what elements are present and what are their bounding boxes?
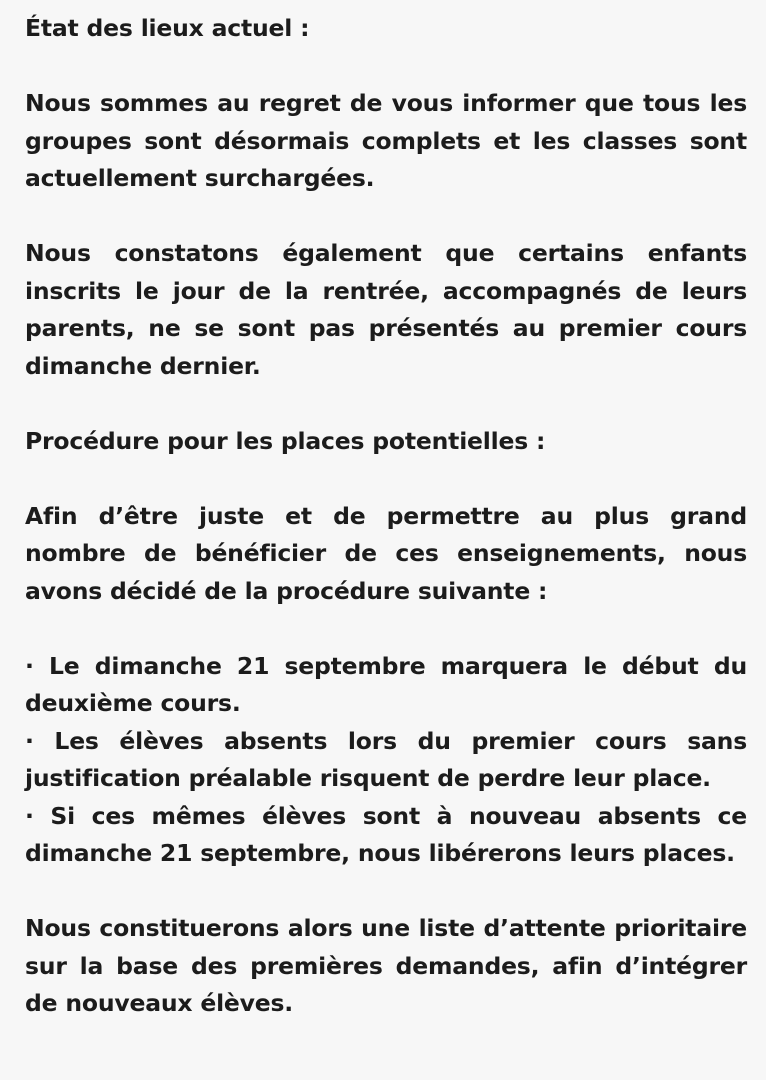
heading-procedure: Procédure pour les places potentielles : — [25, 426, 546, 455]
paragraph-absent-children: Nous constatons également que certains enfants inscrits le jour de la rentrée, accompagnés de leurs parents, ne se sont pas présentés au premier cours dimanche dernier. — [25, 239, 747, 380]
bullet-item: · Les élèves absents lors du premier cours sans justification préalable risquent de perdre leur place. — [25, 726, 747, 792]
bullet-item: · Si ces mêmes élèves sont à nouveau absents ce dimanche 21 septembre, nous libérerons leurs places. — [25, 801, 747, 867]
bullet-list — [25, 648, 747, 873]
bullet-item: · Le dimanche 21 septembre marquera le début du deuxième cours. — [25, 651, 747, 717]
paragraph-waiting-list: Nous constituerons alors une liste d’attente prioritaire sur la base des premières demandes, afin d’intégrer de nouveaux élèves. — [25, 914, 747, 1017]
paragraph-groups-full: Nous sommes au regret de vous informer que tous les groupes sont désormais complets et les classes sont actuellement surchargées. — [25, 89, 747, 192]
paragraph-procedure-intro: Afin d’être juste et de permettre au plus grand nombre de bénéficier de ces enseignements, nous avons décidé de la procédure suivante : — [25, 501, 747, 605]
document-body — [25, 10, 747, 1060]
heading-current-state: État des lieux actuel : — [25, 14, 310, 42]
